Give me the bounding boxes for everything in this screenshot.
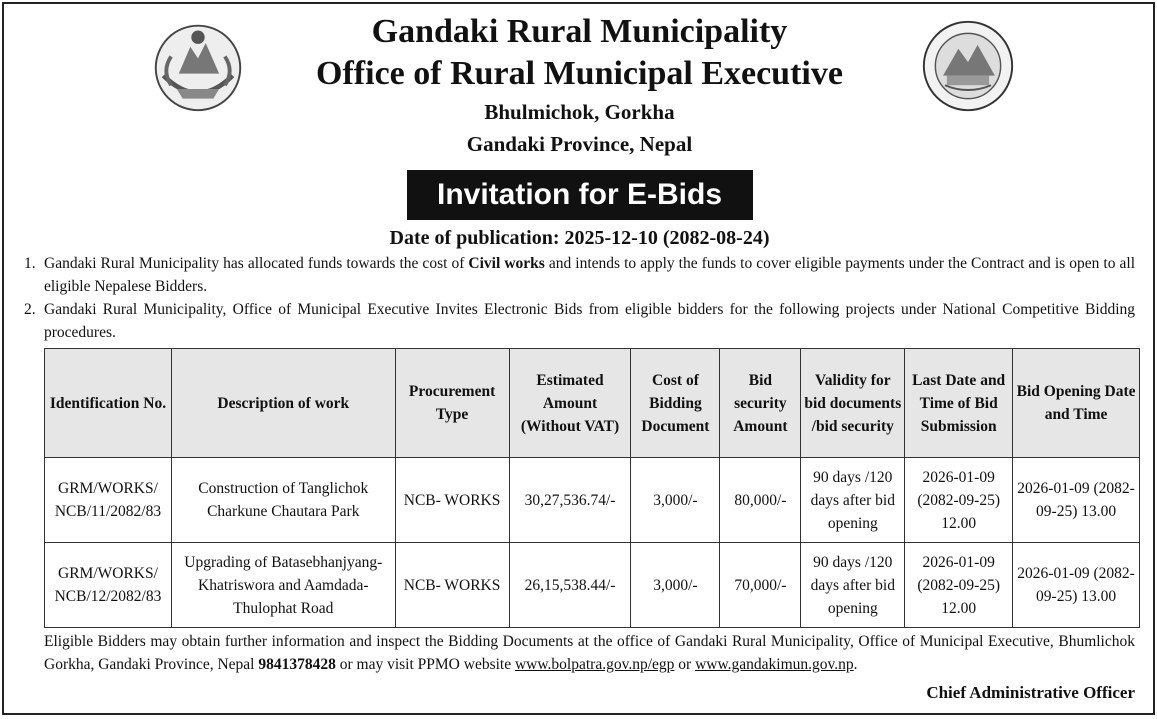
province-line: Gandaki Province, Nepal [466, 132, 693, 156]
cell-cost: 3,000/- [631, 458, 720, 543]
gandakimun-link[interactable]: www.gandakimun.gov.np [695, 656, 854, 673]
cell-last-date: 2026-01-09 (2082-09-25) 12.00 [905, 543, 1013, 628]
cell-opening: 2026-01-09 (2082-09-25) 13.00 [1013, 543, 1140, 628]
cell-last-date: 2026-01-09 (2082-09-25) 12.00 [905, 458, 1013, 543]
header-bid-opening: Bid Opening Date and Time [1013, 349, 1140, 458]
phone-number: 9841378428 [258, 656, 336, 673]
notice-title: Invitation for E-Bids [407, 170, 753, 220]
paragraph-2 [24, 298, 1135, 344]
address-line: Bhulmichok, Gorkha [484, 100, 675, 124]
table-row [45, 458, 1140, 543]
cell-cost: 3,000/- [631, 543, 720, 628]
nepal-coat-of-arms-icon [150, 18, 246, 114]
header-validity: Validity for bid documents /bid security [801, 349, 905, 458]
bold-civil-works: Civil works [468, 255, 545, 272]
cell-amount: 26,15,538.44/- [509, 543, 631, 628]
header-bid-security: Bid security Amount [720, 349, 801, 458]
publication-date: Date of publication: 2025-12-10 (2082-08-24) [389, 227, 770, 249]
office-name: Office of Rural Municipal Executive [316, 55, 843, 92]
cell-opening: 2026-01-09 (2082-09-25) 13.00 [1013, 458, 1140, 543]
cell-validity: 90 days /120 days after bid opening [801, 543, 905, 628]
bids-table [44, 348, 1140, 628]
header-description: Description of work [171, 349, 395, 458]
cell-validity: 90 days /120 days after bid opening [801, 458, 905, 543]
municipality-seal-icon [920, 18, 1016, 114]
paragraph-text: Gandaki Rural Municipality, Office of Municipal Executive Invites Electronic Bids from eligible bidders for the following projects under National Competitive Bidding procedures. [44, 301, 1135, 341]
signature-line: Chief Administrative Officer [926, 683, 1135, 702]
header-cost-of-bidding: Cost of Bidding Document [631, 349, 720, 458]
bolpatra-link[interactable]: www.bolpatra.gov.np/egp [514, 656, 675, 673]
cell-description: Upgrading of Batasebhanjyang-Khatriswora and Aamdada-Thulophat Road [171, 543, 395, 628]
municipality-name: Gandaki Rural Municipality [371, 13, 788, 50]
paragraph-number: 1. [24, 255, 36, 272]
paragraph-number: 2. [24, 301, 36, 318]
cell-type: NCB- WORKS [395, 458, 509, 543]
cell-id: GRM/WORKS/ NCB/11/2082/83 [45, 458, 172, 543]
footer-paragraph: Eligible Bidders may obtain further information and inspect the Bidding Documents at the office of Gandaki Rural Municipality, Office of Municipal Executive, Bhumlichok Gorkha, Gandaki Province, Nepal 9841378428 or may visit PPMO website www.bolpatra.gov.np/egp or www.gandakimun.gov.np. [44, 633, 1135, 673]
notice-page [2, 2, 1155, 715]
cell-security: 80,000/- [720, 458, 801, 543]
paragraph-1 [24, 252, 1135, 298]
header-estimated-amount: Estimated Amount (Without VAT) [509, 349, 631, 458]
header-last-date: Last Date and Time of Bid Submission [905, 349, 1013, 458]
notice-header [24, 4, 1135, 166]
header-procurement-type: Procurement Type [395, 349, 509, 458]
table-header-row [45, 349, 1140, 458]
cell-type: NCB- WORKS [395, 543, 509, 628]
cell-amount: 30,27,536.74/- [509, 458, 631, 543]
table-row [45, 543, 1140, 628]
paragraph-text: Gandaki Rural Municipality has allocated funds towards the cost of Civil works and intends to apply the funds to cover eligible payments under the Contract and is open to all eligible Nepalese Bidders. [44, 255, 1135, 295]
header-identification: Identification No. [45, 349, 172, 458]
cell-description: Construction of Tanglichok Charkune Chautara Park [171, 458, 395, 543]
cell-security: 70,000/- [720, 543, 801, 628]
cell-id: GRM/WORKS/ NCB/12/2082/83 [45, 543, 172, 628]
